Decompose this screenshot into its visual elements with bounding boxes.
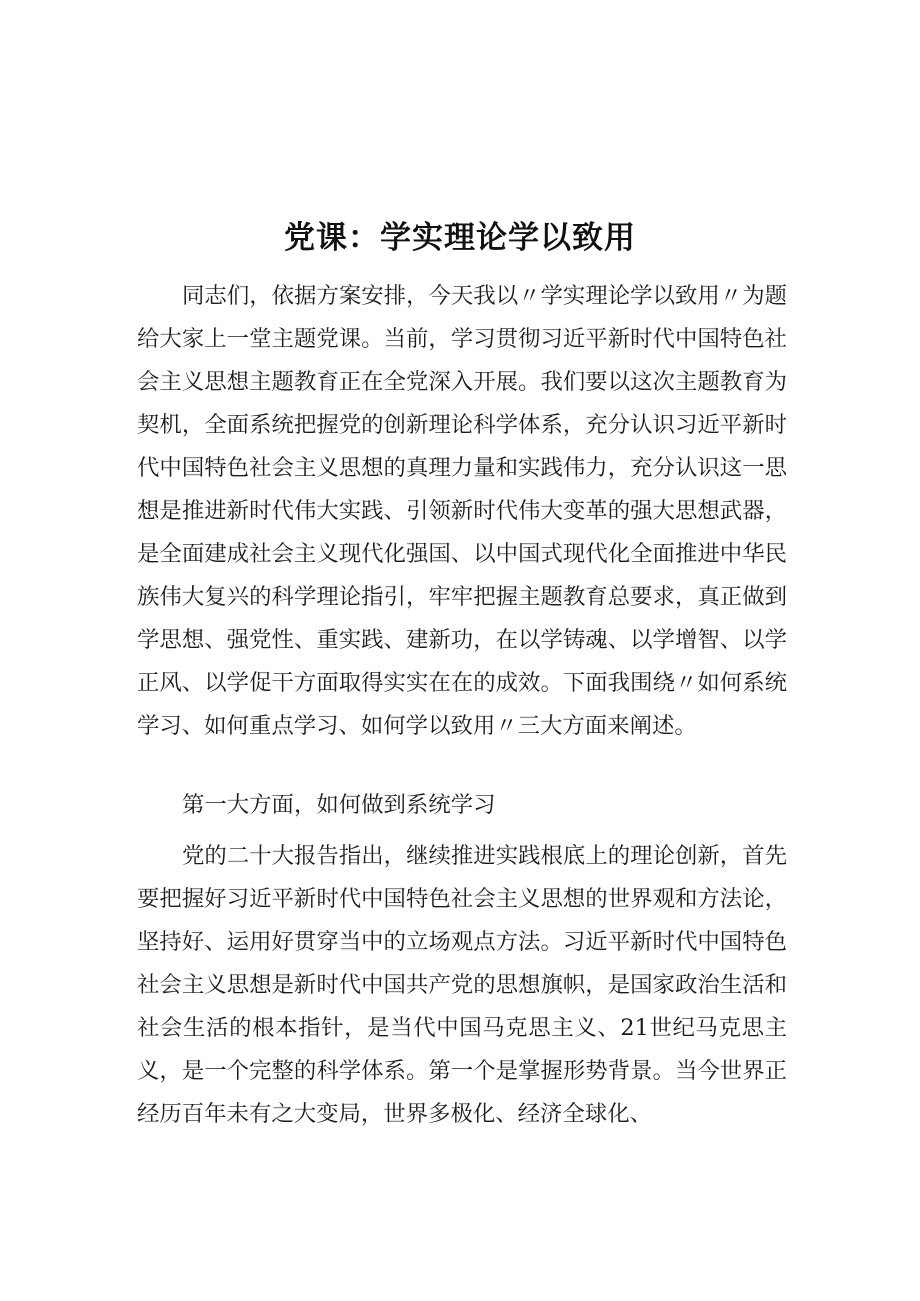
document-title: 党课：学实理论学以致用 (284, 220, 636, 256)
section-heading: 第一大方面，如何做到系统学习 (182, 792, 496, 818)
section-paragraph: 党的二十大报告指出，继续推进实践根底上的理论创新，首先要把握好习近平新时代中国特色社会主义思想的世界观和方法论，坚持好、运用好贯穿当中的立场观点方法。习近平新时代中国特色社会主义思想是新时代中国共产党的思想旗帜，是国家政治生活和社会生活的根本指针，是当代中国马克思主义、21世纪马克思主义，是一个完整的科学体系。第一个是掌握形势背景。当今世界正经历百年未有之大变局，世界多极化、经济全球化、 (137, 843, 787, 1127)
intro-paragraph: 同志们，依据方案安排，今天我以〃学实理论学以致用〃为题给大家上一堂主题党课。当前，学习贯彻习近平新时代中国特色社会主义思想主题教育正在全党深入开展。我们要以这次主题教育为契机，全面系统把握党的创新理论科学体系，充分认识习近平新时代中国特色社会主义思想的真理力量和实践伟力，充分认识这一思想是推进新时代伟大实践、引领新时代伟大变革的强大思想武器，是全面建成社会主义现代化强国、以中国式现代化全面推进中华民族伟大复兴的科学理论指引，牢牢把握主题教育总要求，真正做到学思想、强党性、重实践、建新功，在以学铸魂、以学增智、以学正风、以学促干方面取得实实在在的成效。下面我围绕〃如何系统学习、如何重点学习、如何学以致用〃三大方面来阐述。 (137, 283, 787, 739)
